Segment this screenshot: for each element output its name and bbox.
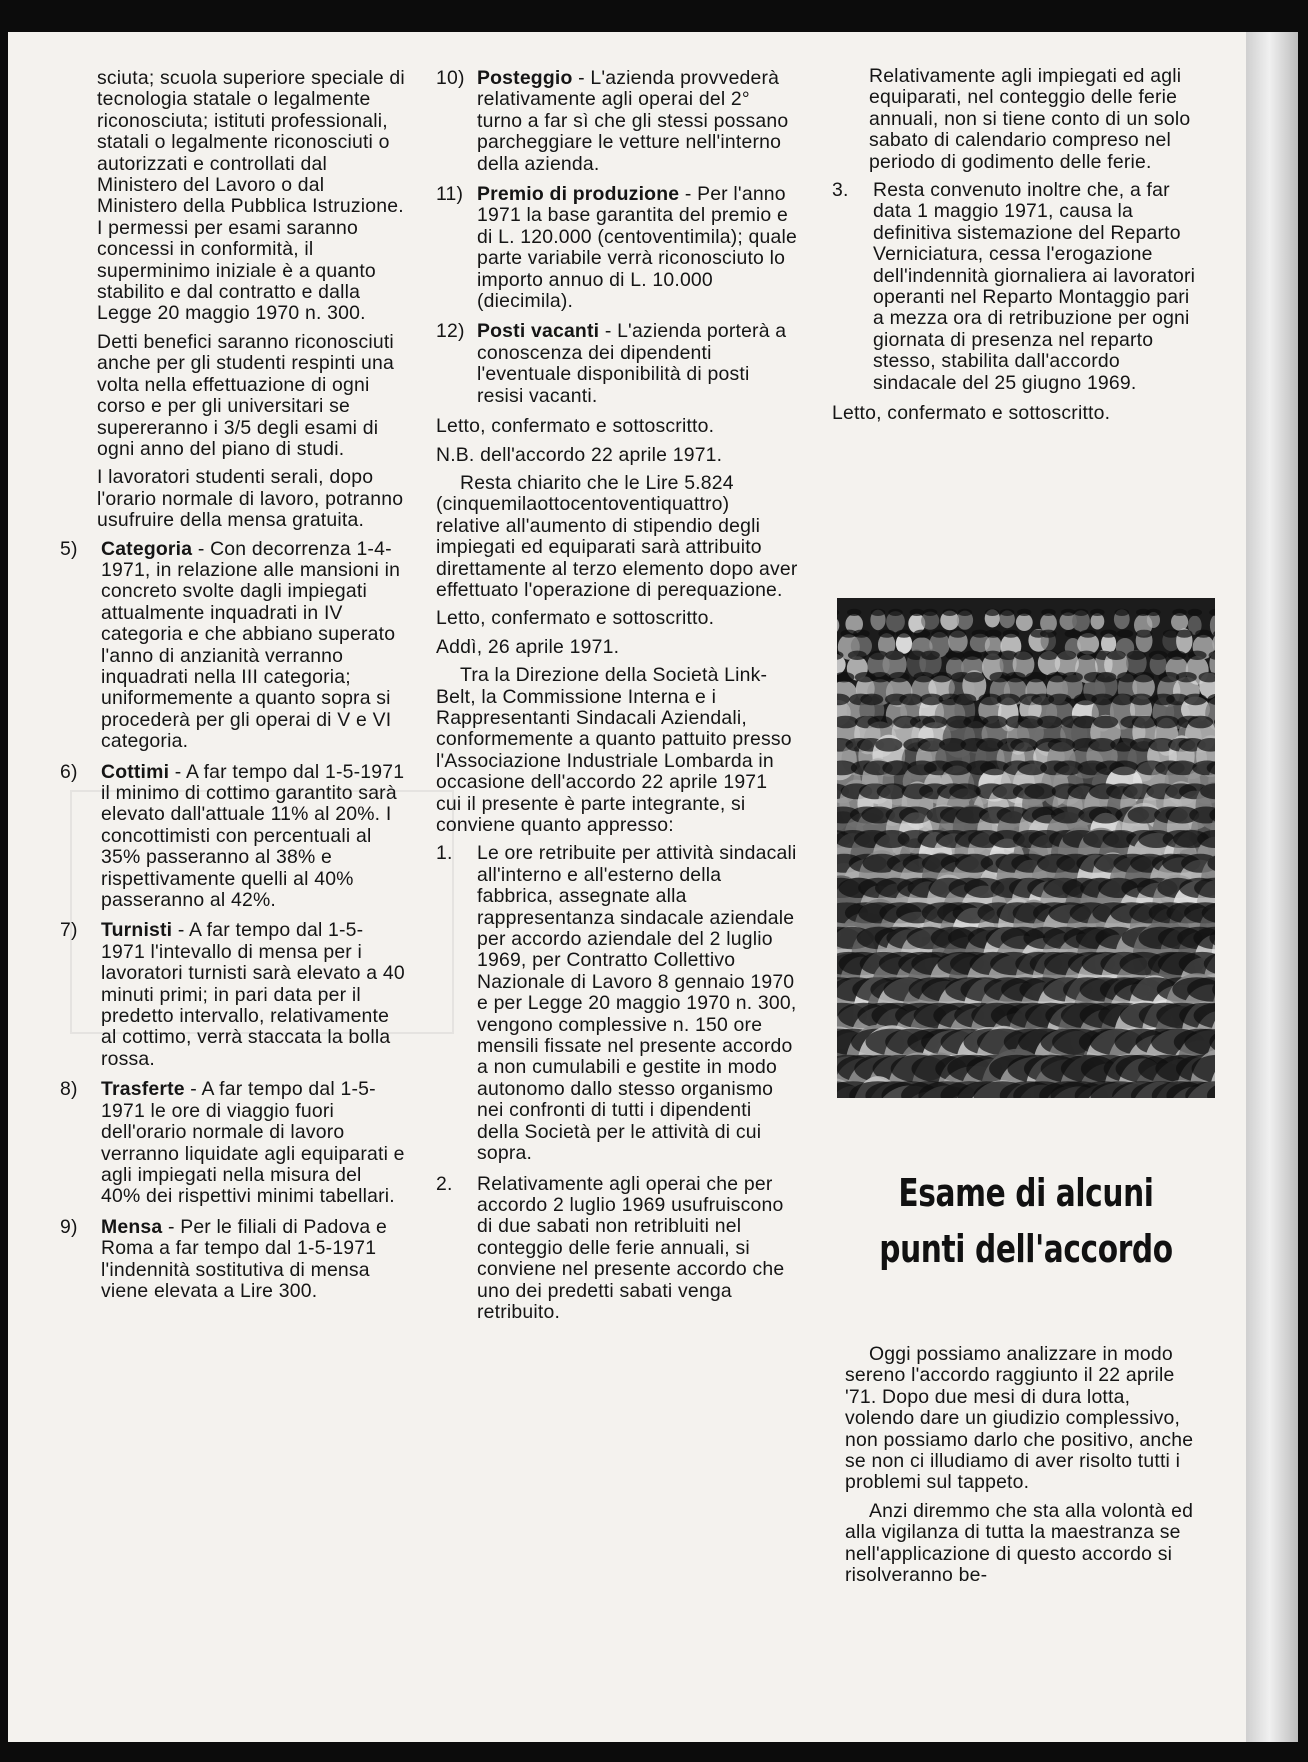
crowd-hair-shape	[888, 609, 902, 616]
headline-line-1: Esame di alcuni	[898, 1171, 1154, 1215]
numbered-item	[60, 1217, 405, 1303]
numbered-item	[436, 843, 798, 1164]
text-column-4	[845, 1344, 1205, 1593]
crowd-hair-shape	[931, 630, 948, 638]
crowd-hair-shape	[931, 672, 952, 682]
item-number: 8)	[60, 1078, 78, 1101]
crowd-hair-shape	[1096, 672, 1117, 682]
crowd-hair-shape	[1154, 716, 1179, 729]
crowd-hair-shape	[878, 630, 895, 638]
crowd-hair-shape	[889, 672, 910, 682]
crowd-hair-shape	[860, 694, 883, 706]
item-number: 6)	[60, 760, 78, 783]
crowd-hair-shape	[923, 609, 937, 616]
crowd-hair-shape	[1057, 651, 1076, 660]
item-number: 5)	[60, 537, 78, 560]
item-text: - A far tempo dal 1-5-1971 le ore di viaggio fuori dell'orario normale di lavoro verranno liquidate agli equiparati e agli impiegati nella misura del 40% dei rispettivi minimi tabellari.	[101, 1078, 405, 1208]
section-headline	[879, 1165, 1174, 1277]
item-body	[101, 539, 405, 753]
item-heading: Cottimi	[101, 760, 170, 783]
crowd-hair-shape	[1048, 738, 1075, 752]
crowd-hair-shape	[1176, 630, 1193, 638]
crowd-photo	[837, 598, 1215, 1098]
crowd-hair-shape	[1117, 630, 1134, 638]
crowd-hair-shape	[943, 609, 957, 616]
item-text: Le ore retribuite per attività sindacali all'interno e all'esterno della fabbrica, assegnate alla rappresentanza sindacale aziendale per accordo aziendale del 2 luglio 1969, per Contratto Collettivo Nazionale di Lavoro 8 gennaio 1970 e per Legge 20 maggio 1970 n. 300, vengono complessive n. 150 ore mensili fissate nel presente accordo a non cumulabili e gestite in modo autonomo dallo stesso organismo nei confronti di tutti i dipendenti della Società per le attività di cui sopra.	[477, 842, 797, 1165]
item-heading: Premio di produzione	[477, 183, 680, 206]
crowd-hair-shape	[1091, 694, 1114, 706]
numbered-item	[832, 180, 1204, 394]
crowd-hair-shape	[899, 694, 922, 706]
crowd-hair-shape	[875, 738, 902, 752]
crowd-hair-shape	[953, 694, 976, 706]
item-heading: Turnisti	[101, 919, 173, 942]
crowd-hair-shape	[1195, 630, 1212, 638]
item-text: - Per le filiali di Padova e Roma a far tempo dal 1-5-1971 l'indennità sostitutiva di mensa viene elevata a Lire 300.	[101, 1215, 387, 1302]
crowd-hair-shape	[1024, 783, 1056, 799]
item-number: 12)	[436, 320, 465, 343]
item-body	[477, 68, 798, 175]
numbered-item	[60, 762, 405, 912]
crowd-hair-shape	[1026, 672, 1047, 682]
crowd-hair-shape	[1146, 609, 1160, 616]
crowd-hair-shape	[853, 630, 870, 638]
item-body	[477, 184, 798, 312]
item-text: Resta convenuto inoltre che, a far data 1 maggio 1971, causa la definitiva sistemazione del Reparto Verniciatura, cessa l'erogazione dell'indennità giornaliera ai lavoratori operanti nel Reparto Montaggio pari a mezza ora di retribuzione per ogni giornata di presenza nel reparto stesso, stabilita dall'accordo sindacale del 25 giugno 1969.	[873, 179, 1196, 394]
paragraph: Oggi possiamo analizzare in modo sereno l'accordo raggiunto il 22 aprile '71. Dopo due mesi di dura lotta, volendo dare un giudizio complessivo, non possiamo darlo che positivo, anche se non ci illudiamo di aver risolto tutti i problemi sul tappeto.	[845, 1343, 1194, 1494]
crowd-hair-shape	[1014, 651, 1033, 660]
crowd-hair-shape	[1040, 651, 1059, 660]
paragraph: I lavoratori studenti serali, dopo l'orario normale di lavoro, potranno usufruire della mensa gratuita.	[97, 466, 404, 532]
paragraph: Tra la Direzione della Società Link-Belt, la Commissione Interna e i Rappresentanti Sindacali Aziendali, conformemente a quanto pattuito presso l'Associazione Industriale Lombarda in occasione dell'accordo 22 aprile 1971 cui il presente è parte integrante, si conviene quanto appresso:	[436, 664, 792, 836]
item-text: Relativamente agli operai che per accordo 2 luglio 1969 usufruiscono di due sabati non retribluiti nel conteggio delle ferie annuali, si conviene nel presente accordo che uno dei predetti sabati venga retribuito.	[477, 1172, 785, 1323]
item-heading: Trasferte	[101, 1078, 185, 1101]
crowd-hair-shape	[848, 651, 867, 660]
crowd-hair-shape	[1017, 609, 1031, 616]
crowd-hair-shape	[1041, 609, 1055, 616]
item-body	[101, 1079, 405, 1207]
item-number: 9)	[60, 1215, 78, 1238]
crowd-hair-shape	[1090, 609, 1104, 616]
paragraph: Addì, 26 aprile 1971.	[436, 635, 620, 658]
item-heading: Mensa	[101, 1215, 163, 1238]
item-number: 2.	[436, 1172, 453, 1195]
crowd-hair-shape	[1065, 630, 1082, 638]
paragraph: Letto, confermato e sottoscritto.	[832, 402, 1111, 425]
page-edge-strip	[1246, 32, 1298, 1742]
item-text: - A far tempo dal 1-5-1971 il minimo di cottimo garantito sarà elevato dall'attuale 11% al 20%. I concottimisti con percentuali al 35% passeranno al 38% e rispettivamente quelli al 40% passeranno al 42%.	[101, 760, 405, 912]
crowd-hair-shape	[871, 609, 885, 616]
numbered-item	[60, 539, 405, 753]
text-column-1	[60, 68, 405, 1311]
item-body	[477, 321, 798, 407]
paragraph: Resta chiarito che le Lire 5.824 (cinquemilaottocentoventiquattro) relative all'aumento di stipendio degli impiegati ed equiparati sarà attribuito direttamente al terzo elemento dopo aver effettuato l'operazione di perequazione.	[436, 471, 798, 601]
crowd-hair-shape	[896, 630, 913, 638]
crowd-hair-shape	[1149, 651, 1168, 660]
crowd-hair-shape	[1188, 716, 1213, 729]
item-body	[477, 1174, 798, 1324]
paragraph: Letto, confermato e sottoscritto.	[436, 415, 715, 438]
crowd-hair-shape	[1003, 630, 1020, 638]
crowd-hair-shape	[1010, 738, 1037, 752]
text-column-3	[832, 66, 1204, 432]
numbered-item	[436, 321, 798, 407]
crowd-hair-shape	[985, 630, 1002, 638]
crowd-hair-shape	[1093, 716, 1118, 729]
item-body	[873, 180, 1204, 394]
item-heading: Categoria	[101, 537, 193, 560]
crowd-hair-shape	[1127, 651, 1146, 660]
crowd-hair-shape	[997, 694, 1020, 706]
numbered-item	[60, 1079, 405, 1207]
item-body	[477, 843, 798, 1164]
crowd-hair-shape	[885, 651, 904, 660]
crowd-hair-shape	[1005, 672, 1026, 682]
item-heading: Posti vacanti	[477, 320, 600, 343]
paragraph: N.B. dell'accordo 22 aprile 1971.	[436, 443, 723, 466]
crowd-hair-shape	[1172, 609, 1186, 616]
crowd-hair-shape	[914, 630, 931, 638]
crowd-hair-shape	[1176, 672, 1197, 682]
crowd-hair-shape	[946, 651, 965, 660]
text-column-2	[436, 68, 798, 1332]
crowd-hair-shape	[982, 716, 1007, 729]
numbered-item	[436, 1174, 798, 1324]
item-text: - L'azienda porterà a conoscenza dei dipendenti l'eventuale disponibilità di posti resisi vacanti.	[477, 320, 787, 407]
crowd-hair-shape	[1188, 651, 1207, 660]
crowd-hair-shape	[1133, 672, 1154, 682]
crowd-hair-shape	[950, 630, 967, 638]
crowd-hair-shape	[870, 672, 891, 682]
paragraph: Detti benefici saranno riconosciuti anche per gli studenti respinti una volta nella effettuazione di ogni corso e per gli universitari se supereranno i 3/5 degli esami di ogni anno del piano di studi.	[97, 330, 394, 460]
crowd-hair-shape	[1077, 651, 1096, 660]
crowd-hair-shape	[1048, 694, 1071, 706]
paragraph: Relativamente agli impiegati ed agli equiparati, nel conteggio delle ferie annuali, non si tiene conto di un solo sabato di calendario compreso nel periodo di godimento delle ferie.	[869, 65, 1191, 173]
crowd-hair-shape	[1037, 716, 1062, 729]
crowd-hair-shape	[1062, 672, 1083, 682]
numbered-item	[436, 184, 798, 312]
paragraph: Letto, confermato e sottoscritto.	[436, 607, 715, 630]
crowd-hair-shape	[1107, 651, 1126, 660]
item-text: - Con decorrenza 1-4-1971, in relazione alle mansioni in concreto svolte dagli impiegati attualmente inquadrati in IV categoria e che abbiano superato l'anno di anzianità verranno inquadrati nella III categoria; uniformemente a quanto sopra si procederà per gli operai di V e VI categoria.	[101, 537, 401, 753]
numbered-item	[60, 920, 405, 1070]
crowd-hair-shape	[1168, 651, 1187, 660]
item-text: - L'azienda provvederà relativamente agli operai del 2° turno a far sì che gli stessi possano parcheggiare le vetture nell'interno della azienda.	[477, 67, 789, 175]
crowd-hair-shape	[1115, 609, 1129, 616]
item-text: - A far tempo dal 1-5-1971 l'intevallo di mensa per i lavoratori turnisti sarà elevato a 40 minuti primi; in pari data per il predetto intervallo, relativamente al cottimo, verrà staccata la bolla rossa.	[101, 919, 405, 1070]
item-number: 11)	[436, 183, 464, 206]
crowd-hair-shape	[1188, 609, 1202, 616]
crowd-hair-shape	[958, 609, 972, 616]
crowd-hair-shape	[922, 716, 947, 729]
item-heading: Posteggio	[477, 67, 573, 89]
item-number: 1.	[436, 842, 453, 865]
crowd-hair-shape	[847, 609, 861, 616]
crowd-hair-shape	[910, 609, 924, 616]
item-text: - Per l'anno 1971 la base garantita del premio e di L. 120.000 (centoventimila); quale parte variabile verrà riconosciuto lo importo annuo di L. 10.000 (diecimila).	[477, 183, 797, 313]
item-body	[101, 1217, 405, 1303]
crowd-hair-shape	[985, 609, 999, 616]
item-number: 7)	[60, 919, 78, 942]
crowd-hair-shape	[1040, 630, 1057, 638]
crowd-hair-shape	[921, 651, 940, 660]
item-number: 3.	[832, 179, 849, 202]
crowd-hair-shape	[1130, 694, 1153, 706]
crowd-hair-shape	[1132, 716, 1157, 729]
crowd-hair-shape	[1061, 609, 1075, 616]
paragraph: Anzi diremmo che sta alla volontà ed alla vigilanza di tutta la maestranza se nell'applicazione di questo accordo si risolveranno be-	[845, 1499, 1194, 1587]
crowd-hair-shape	[964, 672, 985, 682]
crowd-hair-shape	[1136, 630, 1153, 638]
crowd-hair-shape	[868, 716, 893, 729]
crowd-hair-shape	[1080, 630, 1097, 638]
item-body	[101, 762, 405, 912]
crowd-hair-shape	[1000, 609, 1014, 616]
paragraph: sciuta; scuola superiore speciale di tecnologia statale o legalmente riconosciuta; istituti professionali, statali o legalmente riconosciuti o autorizzati e controllati dal Ministero del Lavoro o dal Ministero della Pubblica Istruzione. I permessi per esami saranno concessi in conformità, il superminimo iniziale è a quanto stabilito e dal contratto e dalla Legge 20 maggio 1970 n. 300.	[97, 67, 405, 325]
crowd-hair-shape	[1100, 630, 1117, 638]
crowd-hair-shape	[1184, 694, 1207, 706]
crowd-hair-shape	[1074, 609, 1088, 616]
item-number: 10)	[436, 67, 465, 89]
crowd-hair-shape	[963, 651, 982, 660]
headline-line-2: punti dell'accordo	[879, 1227, 1173, 1271]
crowd-face-shape	[1016, 614, 1033, 631]
item-body	[101, 920, 405, 1070]
numbered-item	[436, 68, 798, 175]
